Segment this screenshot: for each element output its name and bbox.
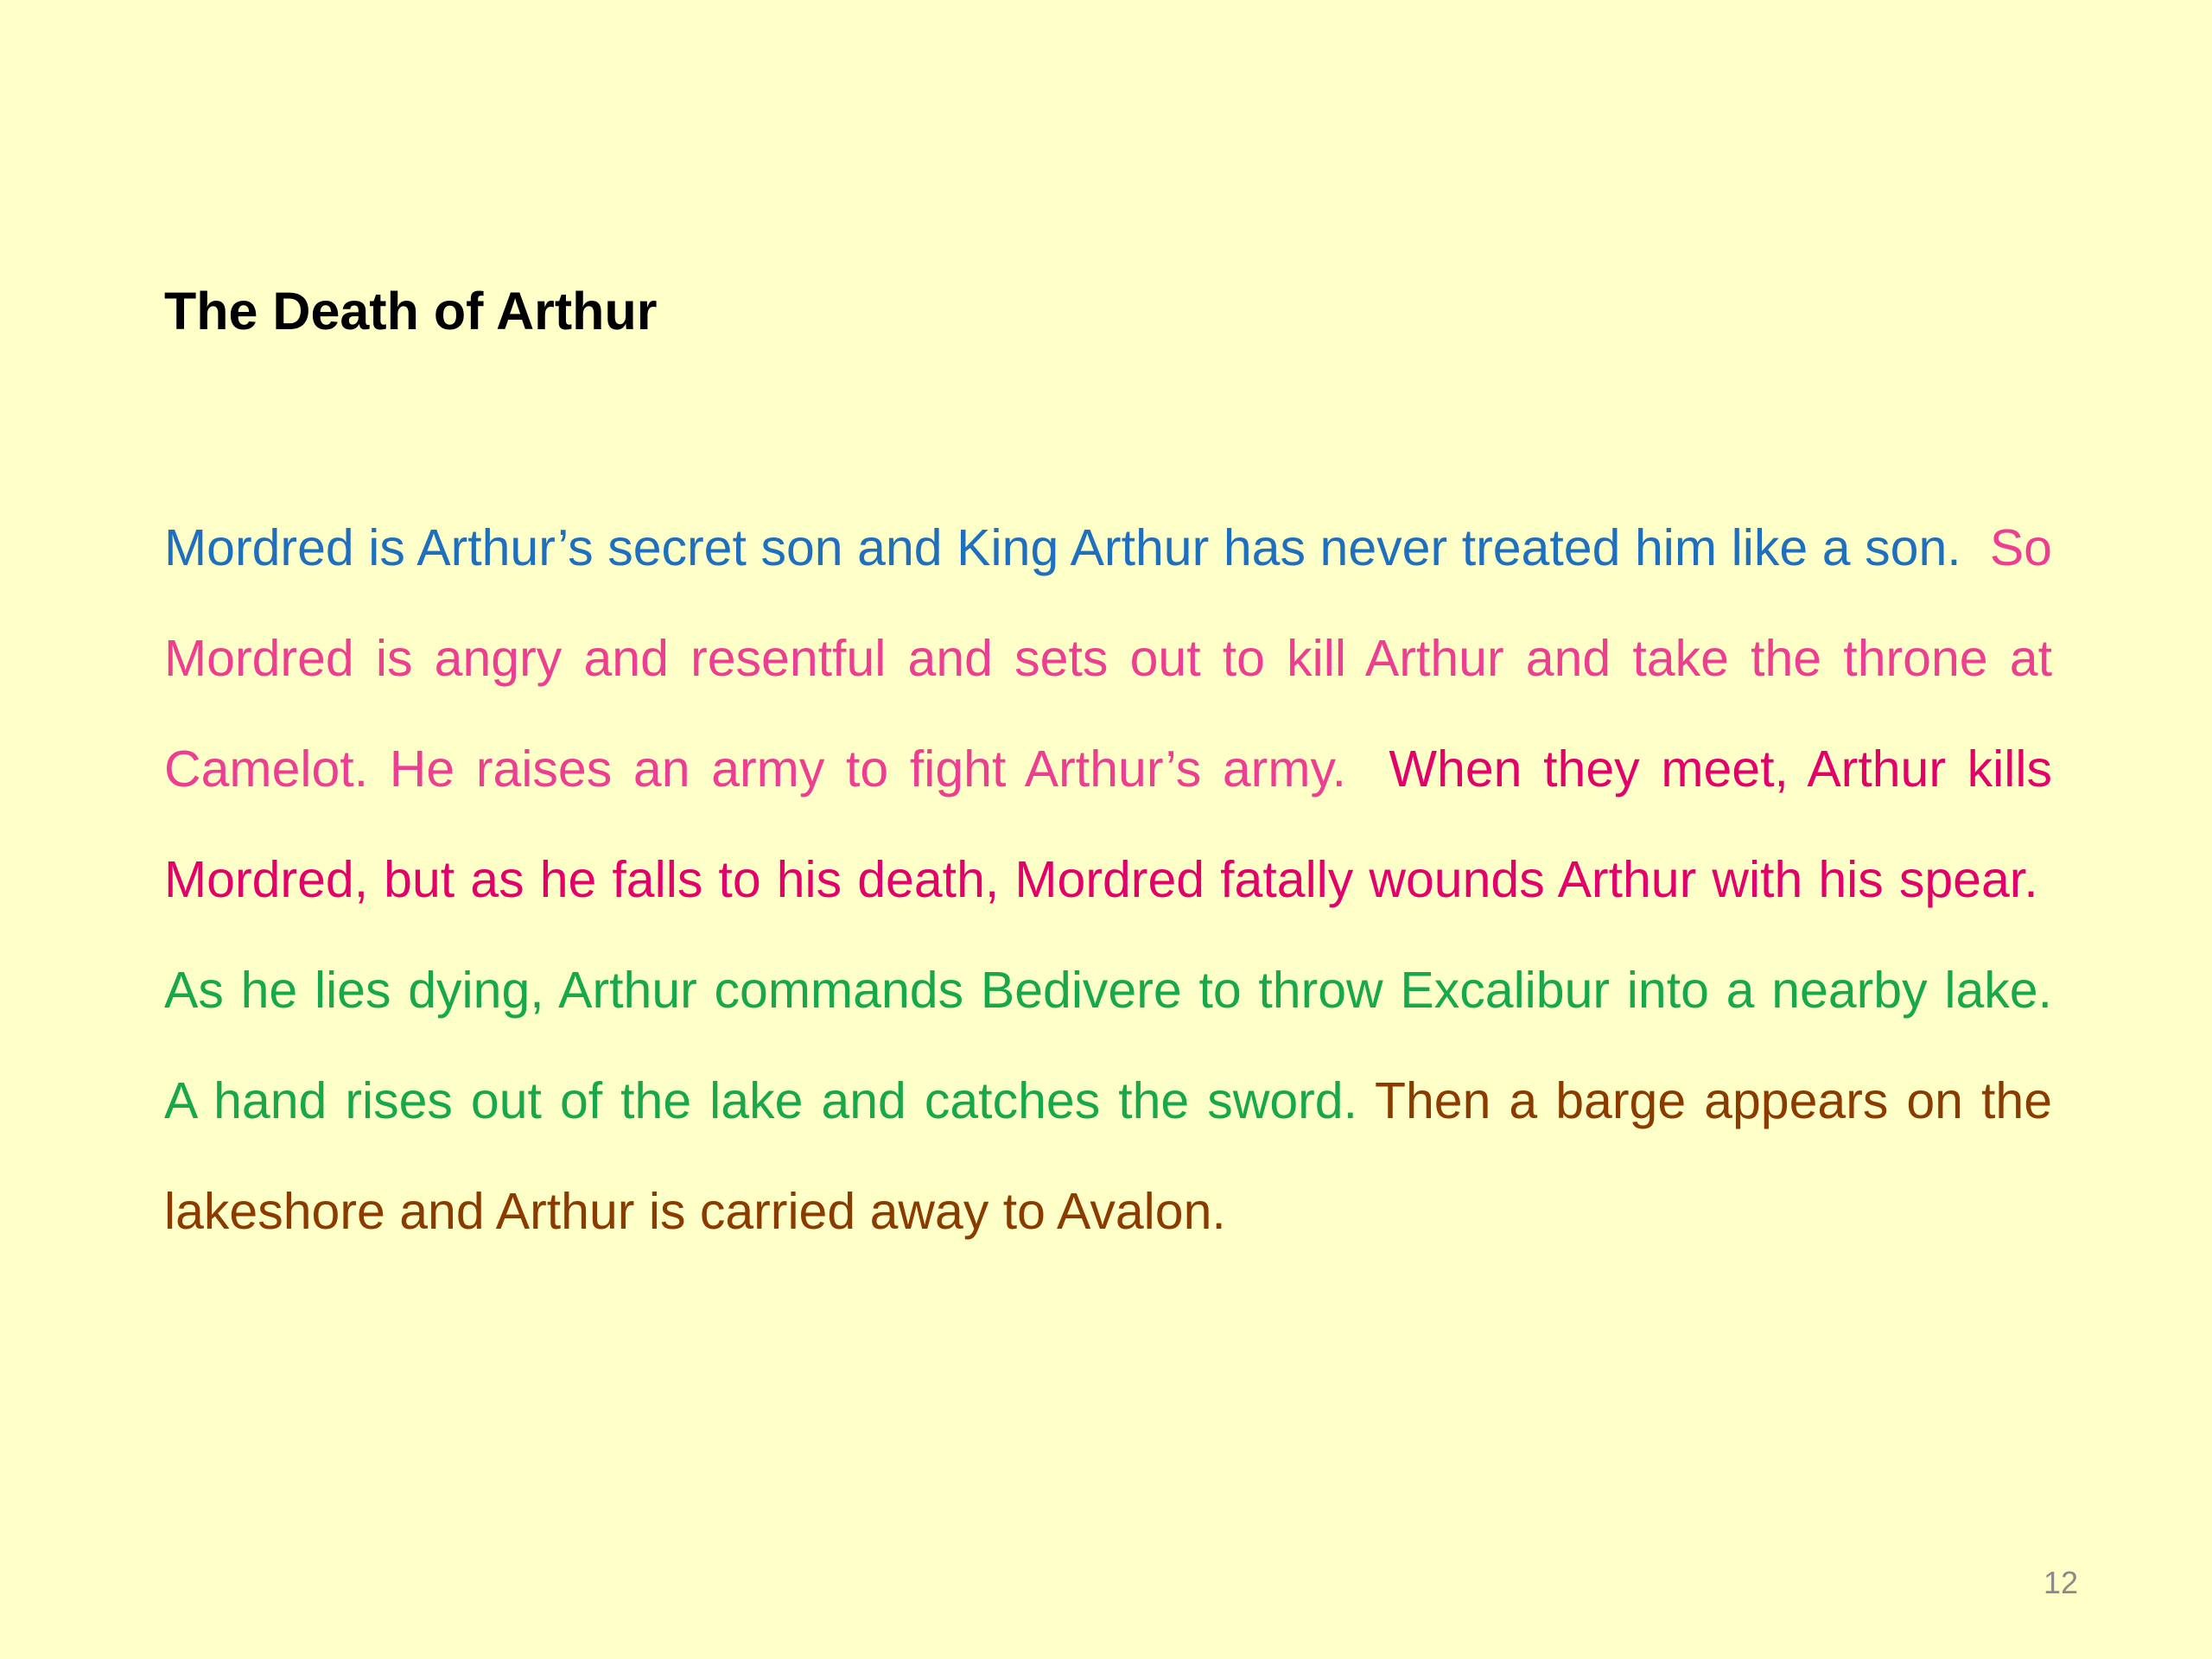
slide-title: The Death of Arthur: [164, 282, 658, 340]
text-segment-mordred-revolt: So Mordred is angry and resentful and sets out to kill Arthur and take the throne at Camelot. He raises an army to fight Arthur’s army.: [164, 519, 2052, 798]
text-segment-battle: When they meet, Arthur kills Mordred, but as he falls to his death, Mordred fatally wounds Arthur with his spear.: [164, 741, 2052, 908]
text-segment-avalon: Then a barge appears on the lakeshore and Arthur is carried away to Avalon.: [164, 1072, 2053, 1240]
text-segment-secret-son: Mordred is Arthur’s secret son and King Arthur has never treated him like a son.: [164, 519, 1961, 576]
text-segment-excalibur: As he lies dying, Arthur commands Bedivere to throw Excalibur into a nearby lake. A hand rises out of the lake and catches the sword.: [164, 962, 2052, 1129]
page-number: 12: [2043, 1565, 2078, 1600]
story-paragraph: [164, 493, 2052, 1267]
